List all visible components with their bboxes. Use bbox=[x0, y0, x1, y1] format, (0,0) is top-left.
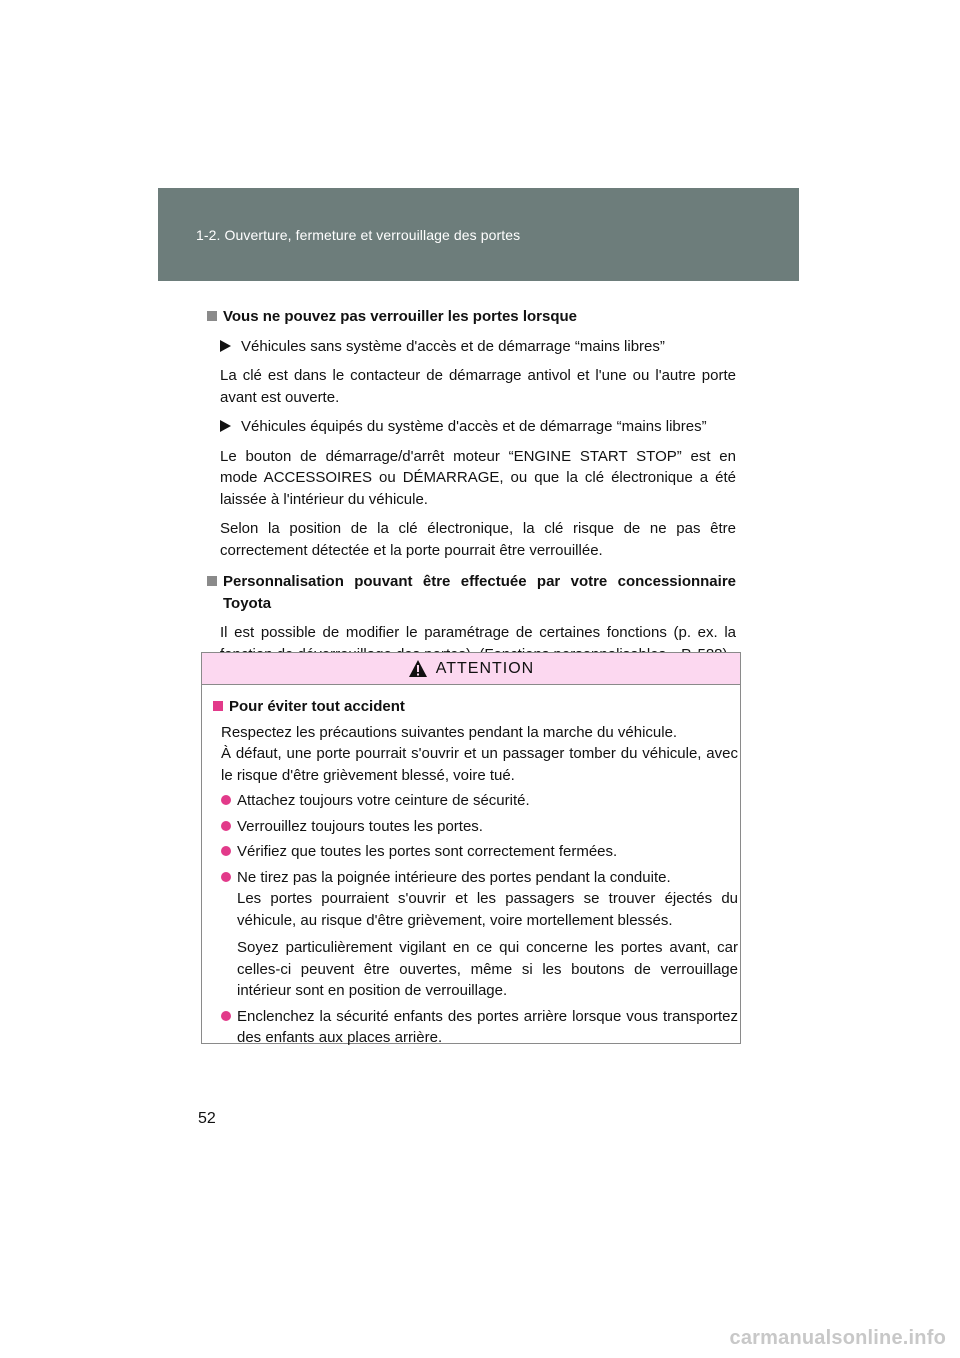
round-bullet-icon bbox=[221, 1011, 231, 1021]
list-item: Ne tirez pas la poignée intérieure des portes pendant la conduite. Les portes pourraient s'ouvrir et les passagers se trouver éjectés du véhicule, au risque d'être grièvement, voire mortellement blessés. Soyez particulièrement vigilant en ce qui concerne les portes avant, car celles-ci peuvent être ouvertes, même si les boutons de verrouillage intérieur sont en position de verrouillage. bbox=[213, 867, 738, 1002]
paragraph: Il est possible de modifier le paramétrage de certaines fonctions (p. ex. la bbox=[220, 624, 736, 641]
round-bullet-icon bbox=[221, 846, 231, 856]
section-heading-customization: Personnalisation pouvant être effectuée par votre concessionnaire Toyota bbox=[200, 571, 736, 614]
list-item: Enclenchez la sécurité enfants des portes arrière lorsque vous transportez des enfants aux places arrière. bbox=[213, 1006, 738, 1049]
attention-intro: Respectez les précautions suivantes pendant la marche du véhicule. À défaut, une porte pourrait s'ouvrir et un passager tomber du véhicule, avec le risque d'être grièvement blessé, voire tué. bbox=[221, 723, 738, 784]
attention-header bbox=[202, 653, 740, 685]
list-item: Verrouillez toujours toutes les portes. bbox=[213, 816, 738, 838]
paragraph: La clé est dans le contacteur de démarrage antivol et l'une ou l'autre porte avant est ouverte. bbox=[220, 367, 736, 406]
round-bullet-icon bbox=[221, 821, 231, 831]
triangle-arrow-icon bbox=[220, 340, 231, 352]
triangle-arrow-icon bbox=[220, 420, 231, 432]
page-number: 52 bbox=[198, 1110, 216, 1127]
section-heading-lock: Vous ne pouvez pas verrouiller les portes lorsque bbox=[200, 306, 736, 328]
paragraph: Selon la position de la clé électronique, la clé risque de ne pas être correctement détectée et la porte pourrait être verrouillée. bbox=[220, 520, 736, 559]
chapter-title: 1-2. Ouverture, fermeture et verrouillage des portes bbox=[196, 227, 521, 243]
subheading-without-smart-key: Véhicules sans système d'accès et de démarrage “mains libres” bbox=[220, 336, 736, 358]
round-bullet-icon bbox=[221, 795, 231, 805]
main-content bbox=[200, 306, 736, 665]
attention-heading: Pour éviter tout accident bbox=[213, 696, 738, 718]
square-bullet-icon bbox=[213, 701, 223, 711]
attention-body bbox=[202, 685, 738, 1049]
attention-title: ATTENTION bbox=[435, 659, 535, 677]
list-item: Attachez toujours votre ceinture de sécurité. bbox=[213, 790, 738, 812]
square-bullet-icon bbox=[207, 576, 217, 586]
list-item: Vérifiez que toutes les portes sont correctement fermées. bbox=[213, 841, 738, 863]
attention-box bbox=[201, 652, 741, 1044]
chapter-header-band bbox=[158, 188, 799, 281]
watermark: carmanualsonline.info bbox=[729, 1327, 946, 1349]
paragraph: Le bouton de démarrage/d'arrêt moteur “ENGINE START STOP” est en mode ACCESSOIRES ou DÉMARRAGE, ou que la clé électronique a été laissée à l'intérieur du véhicule. bbox=[220, 447, 736, 508]
round-bullet-icon bbox=[221, 872, 231, 882]
warning-triangle-icon bbox=[408, 659, 428, 678]
subheading-with-smart-key: Véhicules équipés du système d'accès et de démarrage “mains libres” bbox=[220, 416, 736, 438]
square-bullet-icon bbox=[207, 311, 217, 321]
